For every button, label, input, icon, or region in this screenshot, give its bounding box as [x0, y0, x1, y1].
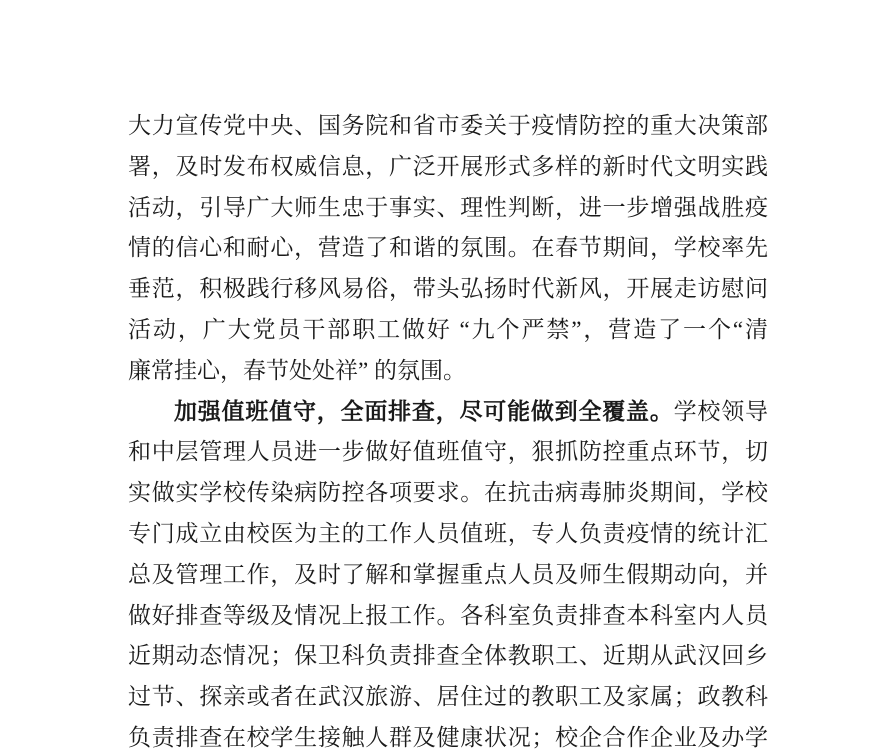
text-line: 负责排查在校学生接触人群及健康状况；校企合作企业及办学	[128, 724, 768, 750]
document-text-block	[128, 106, 768, 753]
text-line: 近期动态情况；保卫科负责排查全体教职工、近期从武汉回乡	[128, 643, 768, 669]
text-line: 做好排查等级及情况上报工作。各科室负责排查本科室内人员	[128, 602, 768, 628]
text-line: 实做实学校传染病防控各项要求。在抗击病毒肺炎期间，学校	[128, 480, 768, 506]
text-line: 署，及时发布权威信息，广泛开展形式多样的新时代文明实践	[128, 153, 768, 179]
text-line: 垂范，积极践行移风易俗，带头弘扬时代新风，开展走访慰问	[128, 276, 768, 302]
text-line-paragraph-end: 廉常挂心，春节处处祥” 的氛围。	[128, 357, 466, 383]
text-line: 专门成立由校医为主的工作人员值班，专人负责疫情的统计汇	[128, 520, 768, 546]
text-line: 活动，广大党员干部职工做好 “九个严禁”，营造了一个“清	[128, 316, 768, 342]
text-line: 过节、探亲或者在武汉旅游、居住过的教职工及家属；政教科	[128, 684, 768, 710]
text-line: 大力宣传党中央、国务院和省市委关于疫情防控的重大决策部	[128, 113, 768, 138]
text-line: 和中层管理人员进一步做好值班值守，狠抓防控重点环节，切	[128, 439, 768, 465]
text-line: 情的信心和耐心，营造了和谐的氛围。在春节期间，学校率先	[128, 235, 768, 261]
text-line: 总及管理工作，及时了解和掌握重点人员及师生假期动向，并	[128, 561, 768, 587]
text-line-paragraph-start	[128, 392, 768, 433]
bold-lead-sentence: 加强值班值守，全面排查，尽可能做到全覆盖。	[174, 398, 674, 424]
text-segment: 学校领导	[673, 398, 768, 424]
text-line: 活动，引导广大师生忠于事实、理性判断，进一步增强战胜疫	[128, 194, 768, 220]
